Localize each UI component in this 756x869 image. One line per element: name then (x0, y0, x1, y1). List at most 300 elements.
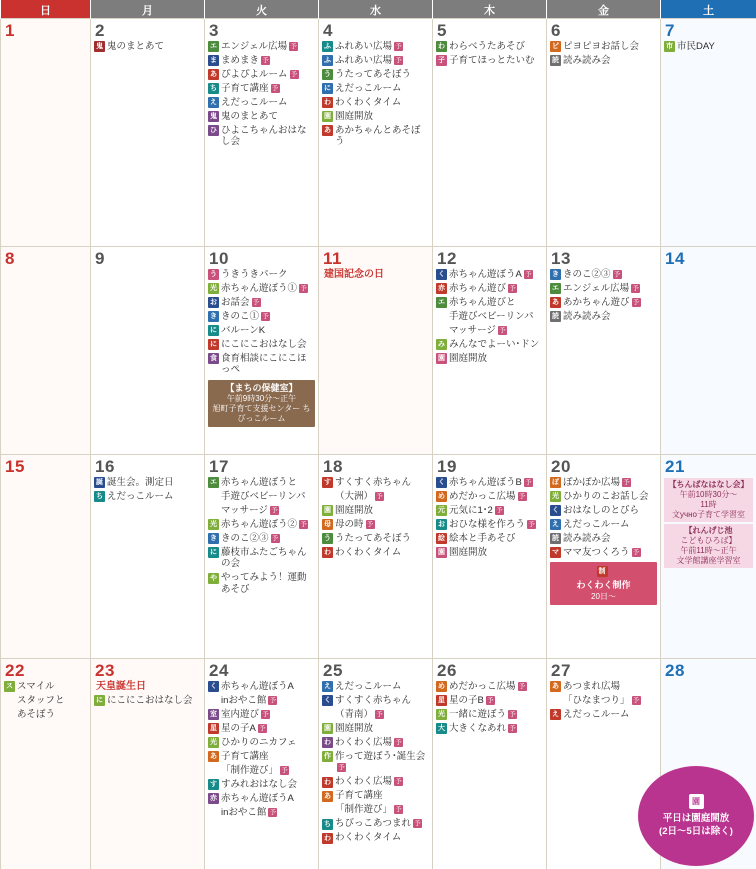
event-item[interactable] (550, 681, 657, 693)
reservation-required-icon: 予 (623, 478, 630, 486)
event-item[interactable] (436, 311, 543, 323)
event-label (107, 695, 201, 707)
calendar-day-cell[interactable] (661, 18, 756, 246)
event-item[interactable] (208, 533, 315, 545)
event-item[interactable] (208, 709, 315, 721)
calendar-day-cell[interactable] (433, 246, 547, 454)
event-label (449, 283, 543, 295)
event-list (436, 681, 543, 735)
weekday-header-thu: 木 (433, 0, 547, 18)
event-note-line: 文учно子育て学習室 (671, 509, 746, 519)
highlight-banner-line: 午前9時30分～正午 (226, 394, 297, 403)
event-item[interactable] (322, 97, 429, 109)
event-item[interactable] (208, 41, 315, 53)
calendar-day-cell[interactable] (319, 454, 433, 658)
reservation-required-icon: 予 (262, 56, 269, 64)
calendar-day-cell[interactable] (91, 658, 205, 869)
event-label-text: きのこ②③ (563, 268, 611, 280)
calendar-day-cell[interactable] (205, 658, 319, 869)
reservation-required-icon: 予 (487, 696, 494, 704)
event-item[interactable] (322, 737, 429, 749)
event-label (335, 125, 429, 148)
event-item[interactable] (208, 325, 315, 337)
event-item[interactable] (550, 547, 657, 559)
event-item[interactable] (322, 519, 429, 531)
event-badge-icon: あ (552, 683, 559, 690)
calendar-day-cell[interactable] (91, 18, 205, 246)
calendar-day-cell[interactable] (661, 658, 756, 869)
reservation-required-icon: 予 (395, 738, 402, 746)
day-number: 23 (95, 660, 115, 680)
event-label-text: 手遊びベビーリンパ (221, 490, 306, 502)
event-item[interactable] (322, 125, 429, 148)
event-item[interactable] (322, 776, 429, 788)
event-label-text: 子育て講座 (335, 790, 383, 801)
event-item[interactable] (208, 111, 315, 123)
event-label (449, 325, 543, 337)
calendar-day-cell[interactable] (91, 454, 205, 658)
event-label (221, 519, 315, 531)
event-note-line: こどもひろば】 (680, 535, 737, 545)
event-badge-icon: 室 (210, 711, 217, 718)
event-label-text: ちびっこあつまれ (335, 818, 412, 829)
day-number: 21 (665, 456, 685, 476)
calendar-day-cell[interactable] (205, 246, 319, 454)
reservation-required-icon: 予 (300, 284, 307, 292)
event-item[interactable] (208, 83, 315, 95)
event-item[interactable] (208, 793, 315, 805)
event-item[interactable] (322, 723, 429, 735)
weekday-header-wed: 水 (319, 0, 433, 18)
event-item[interactable] (322, 41, 429, 53)
event-label (221, 311, 315, 323)
highlight-banner[interactable] (208, 380, 315, 428)
event-badge-icon: み (438, 341, 445, 348)
event-label (335, 533, 429, 545)
day-number: 4 (323, 20, 333, 40)
event-item[interactable] (94, 695, 201, 707)
event-badge-icon: 絵 (438, 535, 445, 542)
event-item[interactable] (208, 125, 315, 148)
event-item[interactable] (208, 572, 315, 595)
event-badge-icon: 園 (438, 355, 445, 362)
event-item[interactable] (436, 325, 543, 337)
event-label (221, 793, 315, 805)
event-badge-icon: え (324, 683, 331, 690)
calendar-day-cell[interactable] (205, 18, 319, 246)
calendar-day-cell[interactable] (91, 246, 205, 454)
event-label-text: 赤ちゃん遊ぼうB (449, 476, 522, 488)
event-label (335, 751, 429, 774)
event-label-text: うたってあそぼう (335, 532, 412, 544)
event-item[interactable] (436, 681, 543, 693)
event-item[interactable] (94, 477, 201, 489)
event-label-text: スタッフと (17, 694, 65, 706)
event-label (221, 751, 315, 763)
event-badge-icon: あ (552, 299, 559, 306)
event-item[interactable] (550, 477, 657, 489)
event-item[interactable] (322, 804, 429, 816)
event-label (449, 269, 543, 281)
event-badge-icon: 読 (552, 57, 559, 64)
event-label-text: 子育て講座 (221, 82, 269, 94)
event-item[interactable] (208, 505, 315, 517)
event-label (449, 297, 543, 309)
event-label (221, 41, 315, 53)
event-label (221, 572, 315, 595)
event-label (563, 269, 657, 281)
event-list (208, 269, 315, 376)
event-label-text: うきうきパーク (221, 268, 288, 280)
event-list (550, 681, 657, 721)
event-item[interactable] (436, 339, 543, 351)
event-label-text: 赤ちゃん遊ぼうA (449, 268, 522, 280)
event-item[interactable] (208, 491, 315, 503)
event-label-text: ひかりのこお話し会 (563, 490, 649, 502)
event-item[interactable] (208, 311, 315, 323)
calendar-day-cell[interactable] (319, 658, 433, 869)
event-item[interactable] (436, 477, 543, 489)
event-item[interactable] (550, 55, 657, 67)
event-note-line: 午前10時30分～ (679, 489, 738, 499)
event-badge-icon: ふ (324, 43, 331, 50)
event-badge-icon: 光 (210, 739, 217, 746)
event-label-text: 絵本と手あそび (449, 532, 516, 544)
event-label (221, 283, 315, 295)
holiday-label: 建国記念の日 (324, 268, 384, 280)
calendar-day-cell[interactable] (1, 246, 91, 454)
event-badge-icon: あ (324, 792, 331, 800)
calendar-day-cell[interactable] (433, 18, 547, 246)
event-badge-icon (208, 807, 219, 818)
event-badge-icon (322, 709, 333, 720)
event-label (335, 681, 429, 693)
calendar-day-cell[interactable] (319, 18, 433, 246)
event-item[interactable] (436, 55, 543, 67)
event-list (436, 41, 543, 67)
calendar-day-cell[interactable] (433, 454, 547, 658)
calendar-day-cell[interactable] (1, 454, 91, 658)
event-label (563, 695, 657, 707)
event-item[interactable] (208, 807, 315, 819)
event-label (449, 519, 543, 531)
event-note-box[interactable] (664, 478, 753, 522)
event-badge-icon: 母 (324, 521, 331, 528)
calendar-day-cell[interactable] (661, 246, 756, 454)
event-badge-icon: 園 (438, 549, 445, 556)
event-item[interactable] (208, 283, 315, 295)
event-list (550, 41, 657, 67)
event-item[interactable] (436, 519, 543, 531)
event-item[interactable] (208, 477, 315, 489)
event-item[interactable] (322, 751, 429, 774)
event-item[interactable] (550, 709, 657, 721)
event-item[interactable] (208, 339, 315, 351)
event-badge-icon: ぽ (552, 479, 559, 486)
event-label (449, 505, 543, 517)
event-item[interactable] (208, 723, 315, 735)
event-item[interactable] (208, 751, 315, 763)
event-item[interactable] (208, 547, 315, 570)
event-item[interactable] (322, 681, 429, 693)
event-label (449, 681, 543, 693)
event-badge-icon: 元 (438, 507, 445, 514)
event-badge-icon: く (324, 697, 331, 704)
day-number: 13 (551, 248, 571, 268)
event-label-text: エンジェル広場 (221, 40, 288, 52)
event-item[interactable] (208, 737, 315, 749)
day-number: 28 (665, 660, 685, 680)
event-badge-icon: 読 (552, 535, 559, 542)
calendar-day-cell[interactable] (661, 454, 756, 658)
event-item[interactable] (436, 297, 543, 309)
calendar-week-row (1, 658, 756, 869)
event-label-text: 赤ちゃん遊び (449, 282, 507, 294)
event-note-title: 【ちんばなはなし会】 (668, 479, 749, 489)
event-label (221, 491, 315, 503)
event-label (335, 505, 429, 517)
event-label-text: えだっこルーム (107, 490, 174, 502)
event-label-text: 赤ちゃん遊ぼう① (221, 282, 298, 294)
reservation-required-icon: 予 (262, 312, 269, 320)
event-badge-icon (322, 805, 333, 816)
day-number: 9 (95, 248, 105, 268)
calendar-day-cell[interactable] (433, 658, 547, 869)
event-note-title: 【れんげじ池 (684, 525, 733, 535)
event-label-text: まめまき (221, 54, 260, 66)
reservation-required-icon: 予 (300, 520, 307, 528)
event-item[interactable] (208, 97, 315, 109)
event-badge-icon: エ (210, 479, 217, 486)
event-item[interactable] (322, 111, 429, 123)
event-badge-icon: エ (438, 299, 445, 306)
event-label (335, 83, 429, 95)
event-badge-icon (436, 311, 447, 322)
event-item[interactable] (550, 297, 657, 309)
event-list (436, 477, 543, 559)
event-label (449, 311, 543, 323)
event-item[interactable] (436, 723, 543, 735)
event-note-box[interactable] (664, 524, 753, 568)
event-item[interactable] (550, 695, 657, 707)
event-label-text: わくわくタイム (335, 832, 402, 843)
event-label (335, 737, 429, 749)
event-label-text: あそぼう (17, 708, 56, 720)
event-label-text: 子育てほっとたいむ (449, 54, 535, 66)
reservation-required-icon: 予 (252, 298, 260, 306)
event-item[interactable] (94, 41, 201, 53)
event-badge-icon: マ (552, 549, 559, 556)
event-item[interactable] (4, 695, 87, 707)
reservation-required-icon: 予 (414, 820, 421, 827)
calendar-day-cell[interactable] (1, 658, 91, 869)
event-item[interactable] (436, 491, 543, 503)
event-label-text: ひよこちゃんおはなし会 (221, 124, 307, 147)
event-label (563, 297, 657, 309)
event-badge-icon: エ (210, 43, 217, 50)
event-item[interactable] (322, 55, 429, 67)
event-item[interactable] (436, 353, 543, 365)
event-item[interactable] (436, 533, 543, 545)
calendar-day-cell[interactable] (1, 18, 91, 246)
event-label-text: 「制作遊び」 (221, 764, 279, 776)
calendar-day-cell[interactable] (205, 454, 319, 658)
calendar-day-cell[interactable] (547, 18, 661, 246)
event-label-text: 読み読み会 (563, 532, 611, 544)
event-label (449, 477, 543, 489)
event-badge-icon (436, 325, 447, 336)
event-item[interactable] (550, 491, 657, 503)
reservation-required-icon: 予 (525, 270, 532, 278)
highlight-banner-line: 旭町子育て支援センター ちびっこルーム (212, 404, 311, 423)
event-item[interactable] (322, 832, 429, 844)
event-badge-icon: め (438, 683, 445, 690)
event-item[interactable] (4, 681, 87, 693)
event-label (107, 477, 201, 489)
event-label (221, 69, 315, 81)
event-item[interactable] (208, 765, 315, 777)
reservation-required-icon: 予 (376, 492, 383, 500)
event-badge-icon: 鬼 (210, 113, 217, 120)
calendar-header (1, 0, 756, 18)
event-badge-icon: ち (324, 820, 331, 828)
event-label-text: 「制作遊び」 (335, 804, 393, 815)
event-item[interactable] (550, 519, 657, 531)
event-label-text: 元気に1･2 (449, 504, 493, 516)
event-badge-icon (208, 505, 219, 516)
event-label (221, 269, 315, 281)
event-label (449, 547, 543, 559)
event-label-text: 市民DAY (677, 40, 715, 52)
event-label-text: 「ひなまつり」 (563, 694, 630, 706)
event-badge-icon: 市 (666, 43, 673, 50)
event-item[interactable] (322, 695, 429, 707)
event-badge-icon: 園 (324, 725, 331, 732)
event-item[interactable] (208, 353, 315, 376)
event-item[interactable] (322, 491, 429, 503)
calendar-day-cell[interactable] (547, 454, 661, 658)
calendar-day-cell[interactable] (547, 246, 661, 454)
event-badge-icon (550, 695, 561, 706)
event-list (664, 41, 753, 53)
event-item[interactable] (322, 477, 429, 489)
event-list (208, 41, 315, 148)
event-item[interactable] (208, 269, 315, 281)
weekday-header-fri: 金 (547, 0, 661, 18)
reservation-required-icon: 予 (366, 520, 374, 528)
event-label-text: マッサージ (221, 504, 268, 516)
reservation-required-icon: 予 (509, 724, 516, 732)
event-label (221, 737, 315, 749)
reservation-required-icon: 予 (632, 696, 640, 704)
event-item[interactable] (550, 269, 657, 281)
event-item[interactable] (94, 491, 201, 503)
calendar-week-row (1, 246, 756, 454)
event-label-text: ふれあい広場 (335, 40, 393, 52)
event-item[interactable] (322, 505, 429, 517)
event-label (221, 325, 315, 337)
day-number: 11 (323, 248, 342, 268)
calendar-day-cell[interactable] (319, 246, 433, 454)
event-item[interactable] (322, 709, 429, 721)
day-number: 1 (5, 20, 15, 40)
event-item[interactable] (208, 519, 315, 531)
event-label-text: ふれあい広場 (335, 54, 393, 66)
event-item[interactable] (322, 533, 429, 545)
event-item[interactable] (664, 41, 753, 53)
day-number: 18 (323, 456, 343, 476)
event-item[interactable] (550, 283, 657, 295)
event-item[interactable] (436, 505, 543, 517)
reservation-required-icon: 予 (259, 724, 266, 732)
event-item[interactable] (550, 311, 657, 323)
event-label (221, 111, 315, 123)
event-item[interactable] (322, 818, 429, 830)
event-item[interactable] (208, 681, 315, 693)
day-number: 26 (437, 660, 457, 680)
event-label-text: わくわくタイム (335, 546, 402, 558)
event-label (221, 779, 315, 791)
day-number: 6 (551, 20, 561, 40)
event-badge-icon: す (210, 781, 217, 788)
event-label-text: えだっこルーム (221, 96, 288, 108)
event-item[interactable] (436, 709, 543, 721)
event-item[interactable] (322, 547, 429, 559)
event-item[interactable] (436, 41, 543, 53)
event-item[interactable] (208, 695, 315, 707)
event-item[interactable] (436, 547, 543, 559)
event-label-text: 一緒に遊ぼう (449, 708, 507, 720)
event-item[interactable] (322, 790, 429, 802)
event-item[interactable] (4, 709, 87, 721)
event-list (4, 681, 87, 721)
event-item[interactable] (322, 69, 429, 81)
event-item[interactable] (436, 269, 543, 281)
event-label (221, 695, 315, 707)
event-label-text: 園庭開放 (449, 352, 488, 364)
event-badge-icon: 光 (210, 285, 217, 292)
reservation-required-icon: 予 (271, 84, 279, 92)
event-item[interactable] (436, 283, 543, 295)
event-label (677, 41, 753, 53)
event-item[interactable] (550, 533, 657, 545)
event-list (322, 681, 429, 844)
highlight-banner[interactable] (550, 562, 657, 605)
event-badge-icon: 園 (324, 507, 331, 514)
weekday-header-sat: 土 (661, 0, 756, 18)
event-label (221, 765, 315, 777)
event-item[interactable] (208, 55, 315, 67)
event-label (17, 681, 87, 693)
event-label-text: 鬼のまとあて (107, 40, 165, 52)
event-item[interactable] (208, 69, 315, 81)
event-label-text: 母の時 (335, 518, 364, 530)
event-item[interactable] (550, 41, 657, 53)
event-item[interactable] (436, 695, 543, 707)
event-label (335, 695, 429, 707)
highlight-banner-title: わくわく制作 (576, 580, 631, 590)
banner-icon: 制 (598, 567, 606, 575)
event-badge-icon: き (552, 271, 559, 278)
event-item[interactable] (550, 505, 657, 517)
event-item[interactable] (208, 297, 315, 309)
event-item[interactable] (322, 83, 429, 95)
event-label (563, 311, 657, 323)
event-item[interactable] (208, 779, 315, 791)
day-number: 8 (5, 248, 15, 268)
event-badge-icon: あ (210, 71, 217, 78)
event-badge-icon: 星 (438, 697, 445, 704)
